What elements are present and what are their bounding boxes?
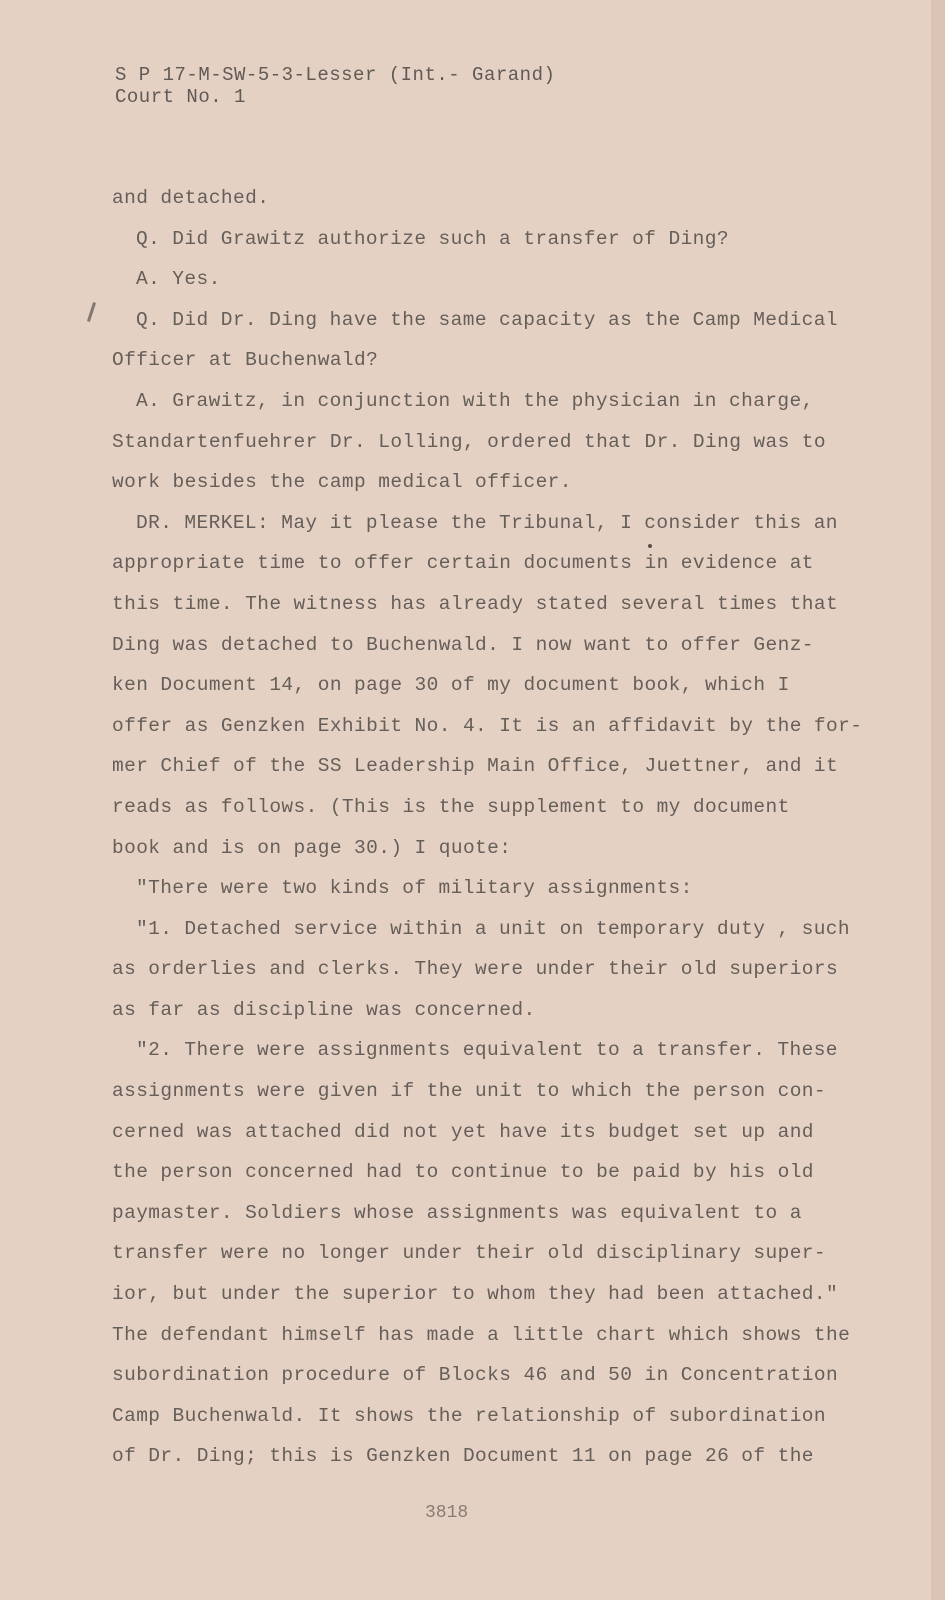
transcript-line: as far as discipline was concerned.: [112, 998, 536, 1021]
transcript-line: of Dr. Ding; this is Genzken Document 11 on page 26 of the: [112, 1445, 814, 1468]
transcript-line: Q. Did Dr. Ding have the same capacity as the Camp Medical: [136, 308, 838, 331]
transcript-line: offer as Genzken Exhibit No. 4. It is an affidavit by the for-: [112, 714, 863, 737]
transcript-line: A. Yes.: [136, 268, 221, 291]
transcript-line: mer Chief of the SS Leadership Main Office, Juettner, and it: [112, 755, 839, 778]
transcript-line: this time. The witness has already stated several times that: [112, 592, 839, 615]
page-number: 3818: [425, 1503, 469, 1523]
transcript-line: "2. There were assignments equivalent to a transfer. These: [136, 1039, 838, 1062]
transcript-body: [112, 178, 863, 1477]
transcript-line: the person concerned had to continue to be paid by his old: [112, 1161, 814, 1184]
transcript-line: DR. MERKEL: May it please the Tribunal, I consider this an: [136, 511, 838, 534]
transcript-line: and detached.: [112, 187, 270, 209]
transcript-line: assignments were given if the unit to which the person con-: [112, 1080, 827, 1103]
transcript-line: Officer at Buchenwald?: [112, 349, 379, 372]
transcript-line: ior, but under the superior to whom they had been attached.": [112, 1283, 839, 1306]
transcript-line: "There were two kinds of military assignments:: [136, 877, 693, 900]
transcript-line: appropriate time to offer certain documents in evidence at: [112, 552, 814, 575]
page-edge: [931, 0, 945, 1600]
header-case-line: S P 17-M-SW-5-3-Lesser (Int.- Garand): [115, 64, 556, 86]
transcript-line: transfer were no longer under their old disciplinary super-: [112, 1242, 827, 1265]
header-court-line: Court No. 1: [115, 86, 246, 108]
transcript-line: The defendant himself has made a little chart which shows the: [112, 1323, 851, 1346]
transcript-line: "1. Detached service within a unit on temporary duty , such: [136, 917, 851, 940]
transcript-line: work besides the camp medical officer.: [112, 471, 572, 494]
transcript-line: ken Document 14, on page 30 of my document book, which I: [112, 674, 790, 697]
margin-pen-mark: [87, 302, 96, 322]
transcript-line: subordination procedure of Blocks 46 and 50 in Concentration: [112, 1364, 839, 1387]
transcript-line: Standartenfuehrer Dr. Lolling, ordered that Dr. Ding was to: [112, 430, 827, 453]
transcript-line: Camp Buchenwald. It shows the relationship of subordination: [112, 1404, 827, 1427]
transcript-line: as orderlies and clerks. They were under their old superiors: [112, 958, 839, 981]
transcript-line: Q. Did Grawitz authorize such a transfer of Ding?: [136, 227, 729, 250]
document-header: [115, 64, 555, 108]
transcript-line: cerned was attached did not yet have its budget set up and: [112, 1120, 814, 1143]
transcript-line: reads as follows. (This is the supplement to my document: [112, 795, 790, 818]
transcript-line: A. Grawitz, in conjunction with the physician in charge,: [136, 389, 814, 412]
transcript-line: book and is on page 30.) I quote:: [112, 836, 512, 859]
transcript-line: paymaster. Soldiers whose assignments was equivalent to a: [112, 1201, 802, 1224]
transcript-line: Ding was detached to Buchenwald. I now want to offer Genz-: [112, 633, 814, 656]
